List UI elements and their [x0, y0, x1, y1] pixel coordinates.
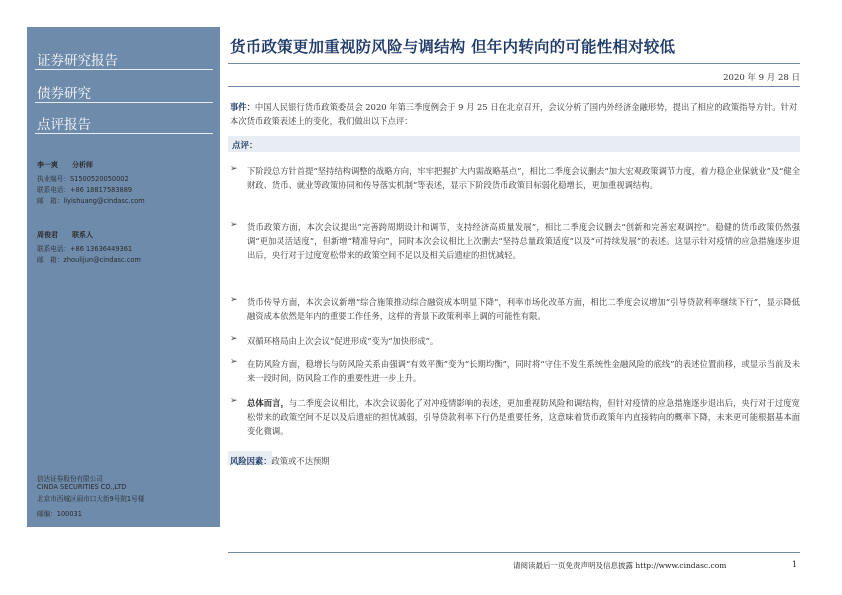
- bullet-bold-lead: 总体而言，: [247, 398, 289, 408]
- event-label: 事件：: [230, 102, 255, 112]
- author-license: 执业编号：S1500520050002: [37, 175, 129, 183]
- bullet-arrow-icon: ➢: [230, 334, 238, 344]
- sidebar-item-bond-research: 债券研究: [37, 86, 91, 102]
- bullet-arrow-icon: ➢: [230, 220, 238, 230]
- contact-name: 周俊君 联系人: [37, 231, 93, 239]
- sidebar: [27, 27, 220, 527]
- report-date: 2020 年 9 月 28 日: [723, 73, 800, 83]
- page-number: 1: [792, 560, 798, 569]
- comment-label: 点评：: [232, 141, 258, 151]
- company-postcode: 邮编：100031: [37, 510, 82, 518]
- sidebar-divider: [35, 102, 213, 103]
- bullet-arrow-icon: ➢: [230, 295, 238, 305]
- comment-header-bg: [228, 136, 800, 152]
- bullet-text: 与二季度会议相比，本次会议弱化了对冲疫情影响的表述，更加重视防风险和调结构，但针对疫情的应急措施逐步退出后，央行对于过度宽松带来的政策空间不足以及后遗症的担忧减弱，引导贷款利率下行仍是重要任务，这意味着货币政策年内直接转向的概率下降，未来更可能根据基本面变化微调。: [247, 398, 800, 436]
- bullet-text: 货币传导方面，本次会议新增“综合施策推动综合融资成本明显下降”，利率市场化改革方面，相比二季度会议增加“引导贷款利率继续下行”，显示降低融资成本依然是年内的重要工作任务，这样的背景下政策利率上调的可能性有限。: [247, 297, 800, 321]
- bullet-arrow-icon: ➢: [230, 396, 238, 406]
- bullet-text: 在防风险方面，稳增长与防风险关系由强调“有效平衡”变为“长期均衡”，同时将“守住不发生系统性金融风险的底线”的表述位置前移，或显示当前及未来一段时间，防风险工作的重要性进一步上升。: [247, 359, 800, 383]
- event-paragraph: [230, 100, 800, 128]
- page-title: 货币政策更加重视防风险与调结构 但年内转向的可能性相对较低: [230, 38, 676, 56]
- bullet-text: 货币政策方面，本次会议提出“完善跨周期设计和调节，支持经济高质量发展”，相比二季度会议删去“创新和完善宏观调控”。稳健的货币政策仍然强调“更加灵活适度”，但新增“精准导向”，同时本次会议相比上次删去“坚持总量政策适度”以及“可持续发展”的表述。这显示针对疫情的应急措施逐步退出后，央行对于过度宽松带来的政策空间不足以及相关后遗症的担忧减轻。: [247, 222, 800, 260]
- event-text: 中国人民银行货币政策委员会 2020 年第三季度例会于 9 月 25 日在北京召开，会议分析了国内外经济金融形势，提出了相应的政策指导方针。针对本次货币政策表述上的变化，我们做出以下点评：: [230, 102, 798, 126]
- risk-label: 风险因素：: [230, 456, 272, 466]
- sidebar-divider: [35, 69, 213, 70]
- bullet-text: 下阶段总方针首提“坚持结构调整的战略方向，牢牢把握扩大内需战略基点”，相比二季度会议删去“加大宏观政策调节力度，着力稳企业保就业”及“健全财政、货币、就业等政策协同和传导落实机制”等表述，显示下阶段货币政策目标弱化稳增长，更加重视调结构。: [247, 166, 800, 190]
- company-name-en: CINDA SECURITIES CO.,LTD: [37, 483, 127, 491]
- bullet-paragraph: [247, 334, 800, 348]
- title-divider: [228, 63, 800, 64]
- author-email: 邮 箱：liyishuang@cindasc.com: [37, 197, 145, 205]
- footer-disclaimer: 请阅读最后一页免责声明及信息披露 http://www.cindasc.com: [513, 561, 727, 570]
- contact-email: 邮 箱：zhoulijun@cindasc.com: [37, 256, 141, 264]
- bullet-text: 双循环格局由上次会议“促进形成”变为“加快形成”。: [247, 336, 439, 346]
- company-name-cn: 信达证券股份有限公司: [37, 475, 103, 483]
- bullet-paragraph: [247, 164, 800, 192]
- author-phone: 联系电话：+86 18817583889: [37, 186, 133, 194]
- bullet-arrow-icon: ➢: [230, 164, 238, 174]
- bullet-paragraph: [247, 396, 800, 438]
- bullet-paragraph: [247, 295, 800, 323]
- bullet-paragraph: [247, 357, 800, 385]
- sidebar-item-research-report: 证券研究报告: [37, 53, 118, 69]
- bullet-paragraph: [247, 220, 800, 262]
- date-divider: [228, 86, 800, 87]
- sidebar-divider: [35, 133, 213, 134]
- sidebar-item-review-report: 点评报告: [37, 117, 91, 133]
- risk-paragraph: [230, 455, 330, 467]
- contact-phone: 联系电话：+86 13636449361: [37, 245, 133, 253]
- author-name: 李一爽 分析师: [37, 161, 93, 169]
- risk-text: 政策或不达预期: [271, 456, 330, 466]
- bullet-arrow-icon: ➢: [230, 357, 238, 367]
- footer-divider: [228, 552, 800, 553]
- company-address: 北京市西城区闹市口大街9号院1号楼: [37, 495, 145, 503]
